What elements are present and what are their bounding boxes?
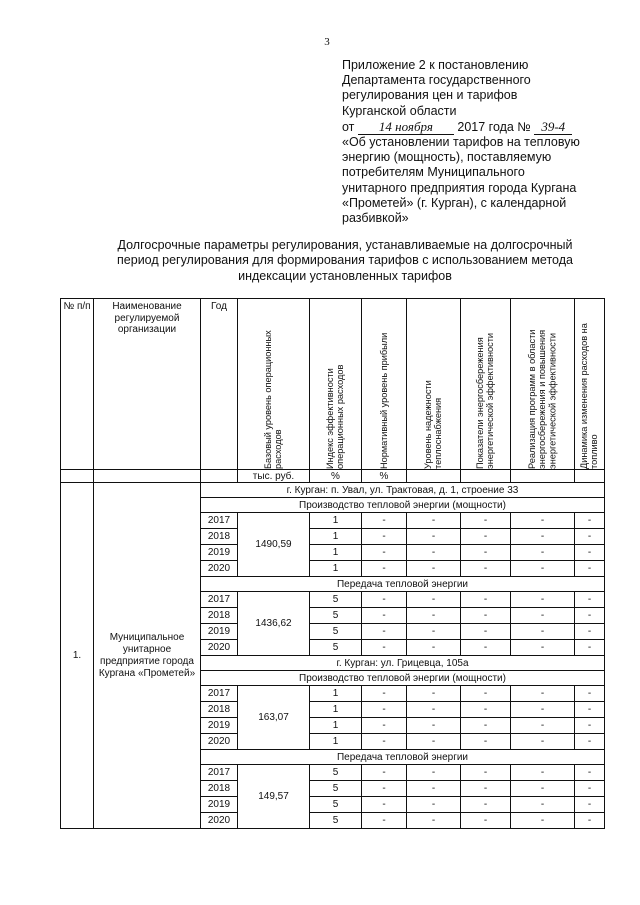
section-name: Передача тепловой энергии: [201, 750, 605, 765]
appendix-line: регулирования цен и тарифов: [342, 88, 518, 103]
index-cell: 1: [310, 734, 362, 750]
dash-cell: -: [575, 592, 605, 608]
unit-profit: %: [362, 470, 407, 483]
index-cell: 1: [310, 686, 362, 702]
year-cell: 2017: [201, 765, 238, 781]
dash-cell: -: [511, 624, 575, 640]
dash-cell: -: [511, 545, 575, 561]
year-cell: 2017: [201, 513, 238, 529]
dash-cell: -: [461, 765, 511, 781]
dash-cell: -: [575, 813, 605, 829]
appendix-line: Приложение 2 к постановлению: [342, 58, 529, 72]
dash-cell: -: [575, 608, 605, 624]
dash-cell: -: [407, 813, 461, 829]
address-row: [61, 483, 605, 498]
dash-cell: -: [575, 545, 605, 561]
unit-empty: [94, 470, 201, 483]
dash-cell: -: [461, 686, 511, 702]
base-level-cell: 163,07: [238, 686, 310, 750]
dash-cell: -: [575, 686, 605, 702]
header-base-cell: [238, 299, 310, 470]
title-line: индексации установленных тарифов: [238, 268, 452, 283]
dash-cell: -: [461, 624, 511, 640]
dash-cell: -: [407, 608, 461, 624]
header-reliability: Уровень надежности теплоснабжения: [423, 380, 444, 469]
dash-cell: -: [461, 734, 511, 750]
dash-cell: -: [461, 592, 511, 608]
dash-cell: -: [362, 513, 407, 529]
header-energy-indicators: Показатели энергосбережения энергетической эффективности: [475, 332, 496, 469]
dash-cell: -: [575, 718, 605, 734]
header-index-cell: [310, 299, 362, 470]
dash-cell: -: [511, 686, 575, 702]
unit-empty: [511, 470, 575, 483]
dash-cell: -: [461, 529, 511, 545]
date-handwritten: 14 ноября: [358, 119, 454, 135]
dash-cell: -: [362, 765, 407, 781]
dash-cell: -: [362, 718, 407, 734]
dash-cell: -: [362, 545, 407, 561]
organization-name: Муниципальное унитарное предприятие города Кургана «Прометей»: [94, 483, 201, 829]
index-cell: 5: [310, 765, 362, 781]
dash-cell: -: [511, 718, 575, 734]
dash-cell: -: [461, 608, 511, 624]
index-cell: 5: [310, 624, 362, 640]
dash-cell: -: [511, 529, 575, 545]
dash-cell: -: [407, 624, 461, 640]
index-cell: 1: [310, 702, 362, 718]
dash-cell: -: [407, 734, 461, 750]
decree-date-line: [342, 119, 602, 135]
dash-cell: -: [511, 734, 575, 750]
date-year: 2017 года №: [457, 119, 531, 134]
dash-cell: -: [362, 561, 407, 577]
dash-cell: -: [461, 545, 511, 561]
dash-cell: -: [362, 702, 407, 718]
dash-cell: -: [511, 797, 575, 813]
index-cell: 5: [310, 640, 362, 656]
year-cell: 2019: [201, 545, 238, 561]
units-row: [61, 470, 605, 483]
index-cell: 5: [310, 781, 362, 797]
base-level-cell: 149,57: [238, 765, 310, 829]
dash-cell: -: [461, 781, 511, 797]
dash-cell: -: [362, 592, 407, 608]
dash-cell: -: [511, 640, 575, 656]
dash-cell: -: [407, 765, 461, 781]
dash-cell: -: [362, 608, 407, 624]
header-base: Базовый уровень операционных расходов: [263, 330, 284, 469]
decree-number: 39-4: [534, 119, 572, 135]
index-cell: 1: [310, 718, 362, 734]
dash-cell: -: [407, 702, 461, 718]
year-cell: 2020: [201, 734, 238, 750]
header-year: Год: [201, 299, 238, 470]
header-reliability-cell: [407, 299, 461, 470]
index-cell: 1: [310, 513, 362, 529]
date-prefix: от: [342, 119, 355, 134]
base-level-cell: 1490,59: [238, 513, 310, 577]
header-row: [61, 299, 605, 470]
dash-cell: -: [511, 813, 575, 829]
dash-cell: -: [407, 781, 461, 797]
appendix-block: [342, 58, 602, 226]
dash-cell: -: [407, 640, 461, 656]
index-cell: 5: [310, 813, 362, 829]
year-cell: 2019: [201, 624, 238, 640]
unit-empty: [201, 470, 238, 483]
dash-cell: -: [461, 513, 511, 529]
index-cell: 1: [310, 545, 362, 561]
section-name: Производство тепловой энергии (мощности): [201, 671, 605, 686]
dash-cell: -: [362, 640, 407, 656]
year-cell: 2020: [201, 561, 238, 577]
header-org: Наименование регулируемой организации: [94, 299, 201, 470]
dash-cell: -: [575, 797, 605, 813]
subject-line: «Об установлении тарифов на тепловую: [342, 135, 580, 150]
dash-cell: -: [362, 734, 407, 750]
header-fuel-dynamics: Динамика изменения расходов на топливо: [579, 323, 600, 469]
dash-cell: -: [511, 781, 575, 797]
dash-cell: -: [362, 624, 407, 640]
year-cell: 2017: [201, 686, 238, 702]
year-cell: 2020: [201, 813, 238, 829]
dash-cell: -: [511, 513, 575, 529]
unit-empty: [461, 470, 511, 483]
header-profit-cell: [362, 299, 407, 470]
subject-line: энергию (мощность), поставляемую: [342, 150, 552, 165]
dash-cell: -: [461, 640, 511, 656]
unit-base: тыс. руб.: [238, 470, 310, 483]
dash-cell: -: [362, 686, 407, 702]
year-cell: 2018: [201, 608, 238, 624]
dash-cell: -: [575, 781, 605, 797]
dash-cell: -: [575, 561, 605, 577]
dash-cell: -: [407, 545, 461, 561]
header-programs: Реализация программ в области энергосбережения и повышения энергетической эффективности: [527, 329, 558, 469]
dash-cell: -: [575, 624, 605, 640]
dash-cell: -: [407, 686, 461, 702]
parameters-table: [60, 298, 605, 829]
year-cell: 2019: [201, 718, 238, 734]
year-cell: 2018: [201, 702, 238, 718]
address-cell: г. Курган: ул. Грицевца, 105а: [201, 656, 605, 671]
header-fuel-cell: [575, 299, 605, 470]
document-title: [90, 238, 600, 284]
dash-cell: -: [407, 513, 461, 529]
dash-cell: -: [407, 797, 461, 813]
appendix-line: Курганской области: [342, 103, 457, 118]
dash-cell: -: [362, 529, 407, 545]
dash-cell: -: [461, 702, 511, 718]
dash-cell: -: [461, 718, 511, 734]
dash-cell: -: [362, 797, 407, 813]
unit-empty: [407, 470, 461, 483]
dash-cell: -: [461, 561, 511, 577]
subject-line: унитарного предприятия города Кургана: [342, 180, 577, 195]
dash-cell: -: [511, 561, 575, 577]
section-name: Производство тепловой энергии (мощности): [201, 498, 605, 513]
appendix-line: Департамента государственного: [342, 73, 531, 88]
section-name: Передача тепловой энергии: [201, 577, 605, 592]
title-line: Долгосрочные параметры регулирования, устанавливаемые на долгосрочный: [117, 238, 573, 252]
address-cell: г. Курган: п. Увал, ул. Трактовая, д. 1, строение 33: [201, 483, 605, 498]
dash-cell: -: [461, 797, 511, 813]
header-programs-cell: [511, 299, 575, 470]
unit-index: %: [310, 470, 362, 483]
dash-cell: -: [575, 702, 605, 718]
year-cell: 2017: [201, 592, 238, 608]
index-cell: 1: [310, 529, 362, 545]
dash-cell: -: [362, 813, 407, 829]
unit-empty: [575, 470, 605, 483]
index-cell: 5: [310, 592, 362, 608]
year-cell: 2018: [201, 781, 238, 797]
subject-line: потребителям Муниципального: [342, 165, 525, 180]
header-energy-cell: [461, 299, 511, 470]
dash-cell: -: [575, 513, 605, 529]
dash-cell: -: [461, 813, 511, 829]
year-cell: 2018: [201, 529, 238, 545]
year-cell: 2019: [201, 797, 238, 813]
dash-cell: -: [511, 765, 575, 781]
dash-cell: -: [511, 702, 575, 718]
dash-cell: -: [575, 734, 605, 750]
index-cell: 1: [310, 561, 362, 577]
dash-cell: -: [407, 718, 461, 734]
dash-cell: -: [511, 608, 575, 624]
index-cell: 5: [310, 797, 362, 813]
year-cell: 2020: [201, 640, 238, 656]
header-index: Индекс эффективности операционных расходов: [325, 364, 346, 469]
dash-cell: -: [407, 592, 461, 608]
dash-cell: -: [407, 529, 461, 545]
base-level-cell: 1436,62: [238, 592, 310, 656]
unit-empty: [61, 470, 94, 483]
title-line: период регулирования для формирования тарифов с использованием метода: [117, 253, 573, 268]
subject-line: «Прометей» (г. Курган), с календарной: [342, 195, 567, 210]
header-profit: Нормативный уровень прибыли: [378, 332, 389, 469]
dash-cell: -: [407, 561, 461, 577]
dash-cell: -: [362, 781, 407, 797]
index-cell: 5: [310, 608, 362, 624]
dash-cell: -: [511, 592, 575, 608]
dash-cell: -: [575, 765, 605, 781]
subject-line: разбивкой»: [342, 211, 409, 226]
dash-cell: -: [575, 529, 605, 545]
page-number: 3: [324, 36, 330, 48]
row-number: 1.: [61, 483, 94, 829]
header-num: № п/п: [61, 299, 94, 470]
dash-cell: -: [575, 640, 605, 656]
